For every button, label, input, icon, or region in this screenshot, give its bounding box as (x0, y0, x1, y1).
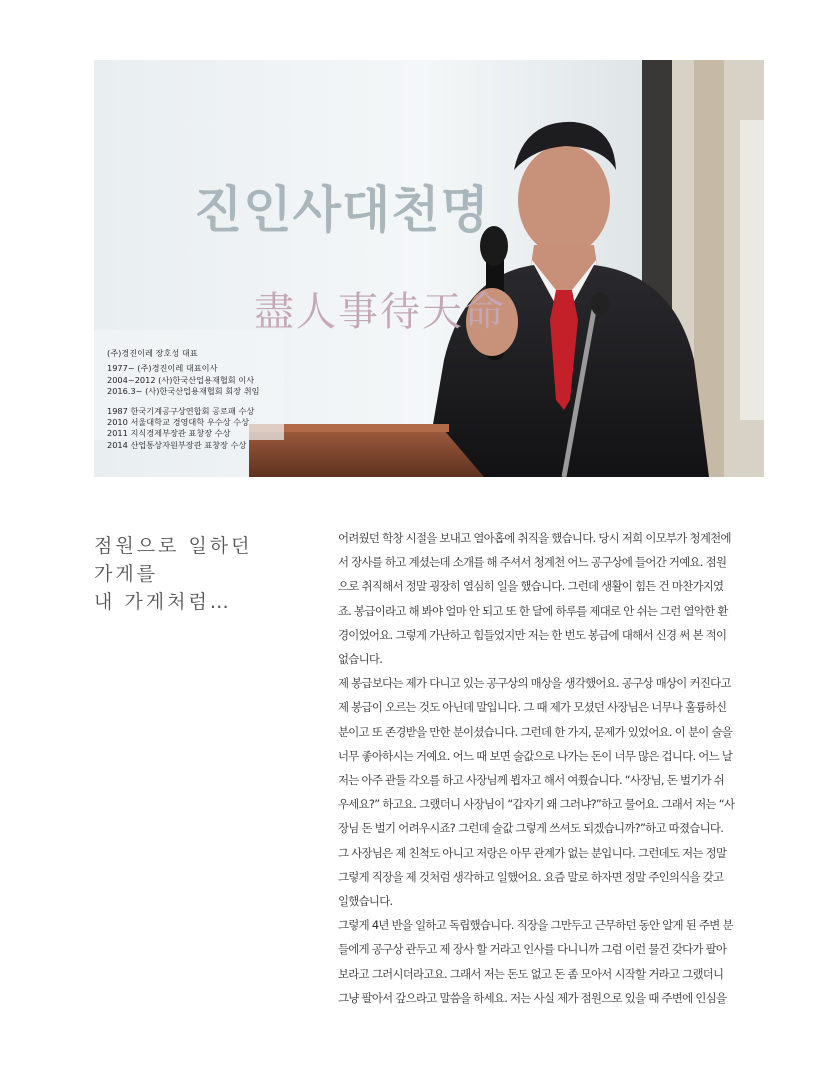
body-line: 그렇게 4년 반을 일하고 독립했습니다. 직장을 그만두고 근무하던 동안 알게 된 주변 분 (338, 918, 733, 933)
body-line: 장님 돈 벌기 어려우시죠? 그런데 술값 그렇게 쓰셔도 되겠습니까?”하고 따졌습니다. (338, 821, 724, 836)
article-body (338, 526, 766, 1010)
headline-line: 내 가게처럼… (94, 591, 232, 613)
body-line: 일했습니다. (338, 894, 393, 909)
body-line: 그냥 팔아서 갚으라고 말씀을 하세요. 저는 사실 제가 점원으로 있을 때 주변에 인심을 (338, 990, 727, 1005)
caption-name: (주)경진이레 장호성 대표 (107, 348, 198, 358)
headline-line: 가게를 (94, 563, 159, 585)
body-line: 서 장사를 하고 계셨는데 소개를 해 주셔서 청계천 어느 공구상에 들어간 거예요. 점원 (338, 555, 727, 570)
body-line: 제 봉급보다는 제가 다니고 있는 공구상의 매상을 생각했어요. 공구상 매상이 커진다고 (338, 676, 731, 691)
slide-hanja-title: 盡人事待天命 (254, 289, 506, 335)
body-line: 제 봉급이 오르는 것도 아닌데 말입니다. 그 때 제가 모셨던 사장님은 너무나 훌륭하신 (338, 700, 727, 715)
section-headline (94, 532, 294, 616)
body-line: 없습니다. (338, 652, 383, 667)
body-line: 경이었어요. 그렇게 가난하고 힘들었지만 저는 한 번도 봉급에 대해서 신경 써 본 적이 (338, 627, 727, 642)
slide-title: 진인사대천명 (194, 181, 490, 239)
speaker-photo (94, 60, 764, 477)
body-line: 들에게 공구상 관두고 제 장사 할 거라고 인사를 다니니까 그럼 이런 물건 갖다가 팔아 (338, 942, 727, 957)
caption-award-line: 2011 지식경제부장관 표창장 수상 (107, 428, 231, 439)
caption-award-line: 2014 산업통상자원부장관 표창장 수상 (107, 439, 247, 450)
body-line: 분이고 또 존경받을 만한 분이셨습니다. 그런데 한 가지, 문제가 있었어요. 이 분이 술을 (338, 724, 733, 739)
caption-career-line: 1977~ (주)경진이레 대표이사 (107, 363, 218, 374)
headline-line: 점원으로 일하던 (94, 535, 253, 557)
body-line: 그렇게 직장을 제 것처럼 생각하고 일했어요. 요즘 말로 하자면 정말 주인의식을 갖고 (338, 869, 724, 884)
body-line: 너무 좋아하시는 거예요. 어느 때 보면 술값으로 나가는 돈이 너무 많은 겁니다. 어느 날 (338, 748, 733, 763)
body-line: 보라고 그러시더라고요. 그래서 저는 돈도 없고 돈 좀 모아서 시작할 거라고 그랬더니 (338, 966, 724, 981)
caption-award-line: 2010 서울대학교 경영대학 우수상 수상 (107, 417, 249, 428)
profile-caption (107, 348, 277, 451)
body-line: 저는 아주 관둘 각오를 하고 사장님께 뵙자고 해서 여쭸습니다. “사장님, 돈 벌기가 쉬 (338, 773, 725, 788)
body-line: 죠. 봉급이라고 해 봐야 얼마 안 되고 또 한 달에 하루를 제대로 안 쉬는 그런 열악한 환 (338, 603, 728, 618)
body-line: 어려웠던 학창 시절을 보내고 열아홉에 취직을 했습니다. 당시 저희 이모부가 청계천에 (338, 531, 731, 545)
caption-career-line: 2016.3~ (사)한국산업용재협회 회장 취임 (107, 386, 260, 397)
caption-award-line: 1987 한국기계공구상연합회 공로패 수상 (107, 405, 255, 416)
caption-career-line: 2004~2012 (사)한국산업용재협회 이사 (107, 374, 255, 385)
body-line: 으로 취직해서 정말 굉장히 열심히 일을 했습니다. 그런데 생활이 힘든 건 마찬가지였 (338, 579, 724, 594)
body-line: 우세요?” 하고요. 그랬더니 사장님이 “갑자기 왜 그러냐?”하고 물어요. 그래서 저는 “사 (338, 797, 735, 812)
body-line: 그 사장님은 제 친척도 아니고 저랑은 아무 관계가 없는 분입니다. 그런데도 저는 정말 (338, 845, 727, 860)
